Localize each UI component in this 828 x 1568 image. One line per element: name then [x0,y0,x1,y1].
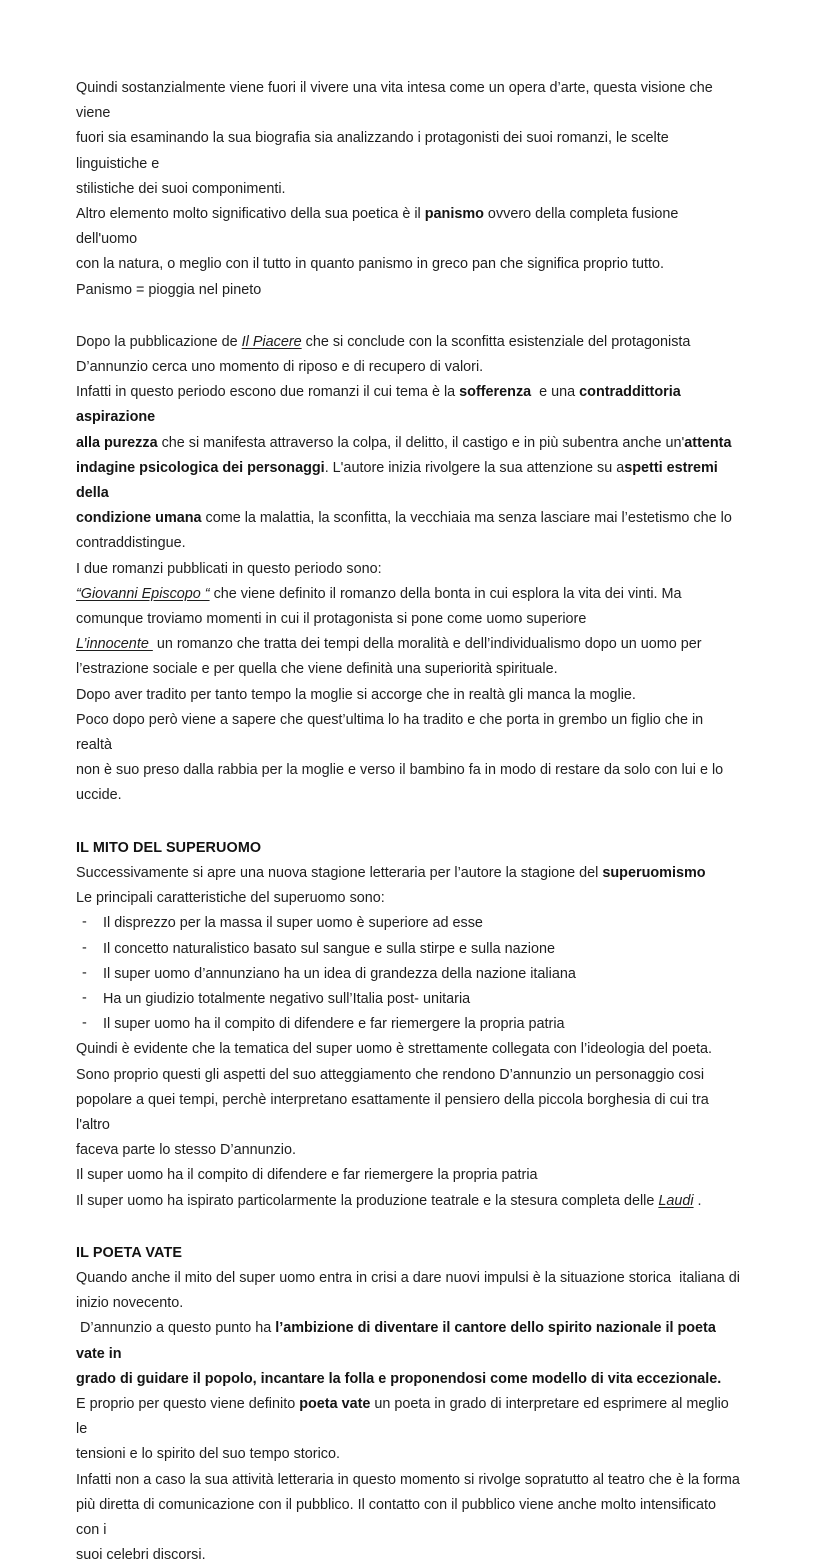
paragraph-superuomo-conclusione [76,1037,742,1213]
text-line: Panismo = pioggia nel pineto [76,281,262,298]
text-run: Successivamente si apre una nuova stagione letteraria per l’autore la stagione del [76,864,603,881]
text-line: popolare a quei tempi, perchè interpretano esattamente il pensiero della piccola borghesia di cui tra l'altro [76,1091,713,1133]
bold-term-sofferenza: sofferenza [459,384,532,401]
text-line: Quindi è evidente che la tematica del super uomo è strettamente collegata con l’ideologia del poeta. [76,1041,712,1058]
text-line: Sono proprio questi gli aspetti del suo atteggiamento che rendono D’annunzio un personaggio cosi [76,1066,705,1083]
paragraph-poeta-vate-1 [76,1266,742,1316]
text-line [76,330,742,355]
text-line: faceva parte lo stesso D’annunzio. [76,1142,296,1159]
text-run: Infatti in questo periodo escono due romanzi il cui tema è la [76,384,460,401]
list-item-label: Il concetto naturalistico basato sul sangue e sulla stirpe e sulla nazione [103,940,555,957]
paragraph-spacer [76,1214,742,1241]
book-title-linnocente: L’innocente [76,636,153,653]
dash-bullet-icon: - [82,964,87,981]
text-run: come la malattia, la sconfitta, la vecchiaia ma senza lasciare mai l’estetismo che lo [201,510,732,527]
dash-bullet-icon: - [82,989,87,1006]
text-line: suoi celebri discorsi. [76,1547,206,1564]
bold-term-indagine: indagine psicologica dei personaggi [76,459,325,476]
text-run: che si manifesta attraverso la colpa, il delitto, il castigo e in più subentra anche un' [157,434,685,451]
text-run: un poeta in grado di interpretare ed esprimere al meglio le [76,1395,733,1438]
text-run: ovvero della completa fusione dell'uomo [76,206,683,248]
paragraph-spacer [76,303,742,330]
dash-bullet-icon: - [82,914,87,931]
text-line [76,456,742,506]
list-item [76,962,742,987]
list-item [76,937,742,962]
text-run: e una [531,384,580,401]
list-caratteristiche-superuomo [76,911,742,1037]
list-item-label: Il super uomo ha il compito di difendere e far riemergere la propria patria [103,1016,565,1033]
list-item [76,911,742,936]
text-line: Le principali caratteristiche del superuomo sono: [76,890,385,907]
text-line [76,380,742,430]
text-run: Dopo la pubblicazione de [76,333,242,350]
text-line: Infatti non a caso la sua attività letteraria in questo momento si rivolge sopratutto al teatro che è la forma [76,1471,740,1488]
text-line: comunque troviamo momenti in cui il protagonista si pone come uomo superiore [76,611,587,628]
bold-term-grado-di-guidare: grado di guidare il popolo, incantare la folla e proponendosi come modello di vita eccezionale. [76,1370,722,1387]
text-line [76,506,742,531]
paragraph-poeta-vate-definizione [76,1392,742,1468]
bold-term-poeta-vate: poeta vate [299,1395,371,1412]
dash-bullet-icon: - [82,939,87,956]
heading-il-poeta-vate: IL POETA VATE [76,1244,183,1261]
text-run: che si conclude con la sconfitta esistenziale del protagonista [301,333,691,350]
text-run: Altro elemento molto significativo della sua poetica è il [76,206,425,223]
bold-term-ambizione: l’ambizione di diventare il cantore dello spirito nazionale il poeta vate in [76,1320,720,1362]
text-line [76,861,742,886]
paragraph-il-piacere [76,330,742,380]
list-item-label: Il disprezzo per la massa il super uomo è superiore ad esse [103,915,483,932]
dash-bullet-icon: - [82,1015,87,1032]
book-title-laudi: Laudi [658,1192,694,1209]
text-run: Il super uomo ha ispirato particolarmente la produzione teatrale e la stesura completa delle [76,1192,659,1209]
list-item [76,1012,742,1037]
bold-term-aspetti-estremi: spetti estremi della [76,459,722,502]
bold-term-condizione-umana: condizione umana [76,510,202,527]
paragraph-poeta-vate-ambizione [76,1316,742,1392]
text-line [76,1392,742,1442]
text-line [76,202,742,252]
text-line: con la natura, o meglio con il tutto in quanto panismo in greco pan che significa proprio tutto. [76,256,664,273]
text-line: non è suo preso dalla rabbia per la moglie e verso il bambino fa in modo di restare da solo con lui e lo [76,762,724,779]
paragraph-spacer [76,809,742,836]
text-line [76,632,742,657]
paragraph-due-romanzi [76,557,742,809]
text-line: tensioni e lo spirito del suo tempo storico. [76,1446,340,1463]
bold-term-contraddittoria: contraddittoria aspirazione [76,384,685,426]
text-line: I due romanzi pubblicati in questo periodo sono: [76,560,382,577]
text-line [76,1189,742,1214]
bold-term-superuomismo: superuomismo [602,864,706,881]
document-body [76,76,742,1568]
text-line: più diretta di comunicazione con il pubblico. Il contatto con il pubblico viene anche molto intensificato con i [76,1496,720,1538]
list-item-label: Il super uomo d’annunziano ha un idea di grandezza della nazione italiana [103,965,576,982]
bold-term-alla-purezza: alla purezza [76,434,158,451]
heading-il-mito-del-superuomo: IL MITO DEL SUPERUOMO [76,839,262,856]
text-line: Quindi sostanzialmente viene fuori il vivere una vita intesa come un opera d’arte, questa visione che viene [76,80,717,122]
bold-term-panismo: panismo [424,206,484,223]
paragraph-panismo [76,202,742,303]
text-run: D’annunzio a questo punto ha [76,1320,276,1337]
text-line: l’estrazione sociale e per quella che viene definità una superiorità spirituale. [76,661,558,678]
text-run: che viene definito il romanzo della bonta in cui esplora la vita dei vinti. Ma [209,585,682,602]
paragraph-superuomismo-intro [76,861,742,911]
text-run: . [693,1192,702,1209]
text-line: stilistiche dei suoi componimenti. [76,180,286,197]
text-line: uccide. [76,787,122,804]
text-line: Quando anche il mito del super uomo entra in crisi a dare nuovi impulsi è la situazione storica italiana di [76,1269,740,1286]
text-run: un romanzo che tratta dei tempi della moralità e dell’individualismo dopo un uomo per [152,636,702,653]
text-run: E proprio per questo viene definito [76,1395,300,1412]
text-line [76,1367,742,1392]
text-line [76,431,742,456]
text-line: D’annunzio cerca uno momento di riposo e di recupero di valori. [76,359,484,376]
text-line: inizio novecento. [76,1295,184,1312]
book-title-il-piacere: Il Piacere [241,333,302,350]
bold-term-attenta: attenta [684,434,732,451]
paragraph-intro-1 [76,76,742,202]
text-line: contraddistingue. [76,535,186,552]
text-line: Dopo aver tradito per tanto tempo la moglie si accorge che in realtà gli manca la moglie. [76,686,636,703]
text-line: Poco dopo però viene a sapere che quest’ultima lo ha tradito e che porta in grembo un figlio che in realtà [76,711,708,754]
text-line: Il super uomo ha il compito di difendere e far riemergere la propria patria [76,1167,538,1184]
list-item-label: Ha un giudizio totalmente negativo sull’Italia post- unitaria [103,990,471,1007]
book-title-giovanni-episcopo: “Giovanni Episcopo “ [76,585,210,602]
paragraph-sofferenza [76,380,742,556]
text-line: fuori sia esaminando la sua biografia sia analizzando i protagonisti dei suoi romanzi, le scelte linguistiche e [76,130,673,172]
text-run: . L'autore inizia rivolgere la sua attenzione su a [324,459,625,476]
list-item [76,987,742,1012]
text-line [76,582,742,607]
text-line [76,1316,742,1366]
paragraph-poeta-vate-teatro [76,1468,742,1568]
